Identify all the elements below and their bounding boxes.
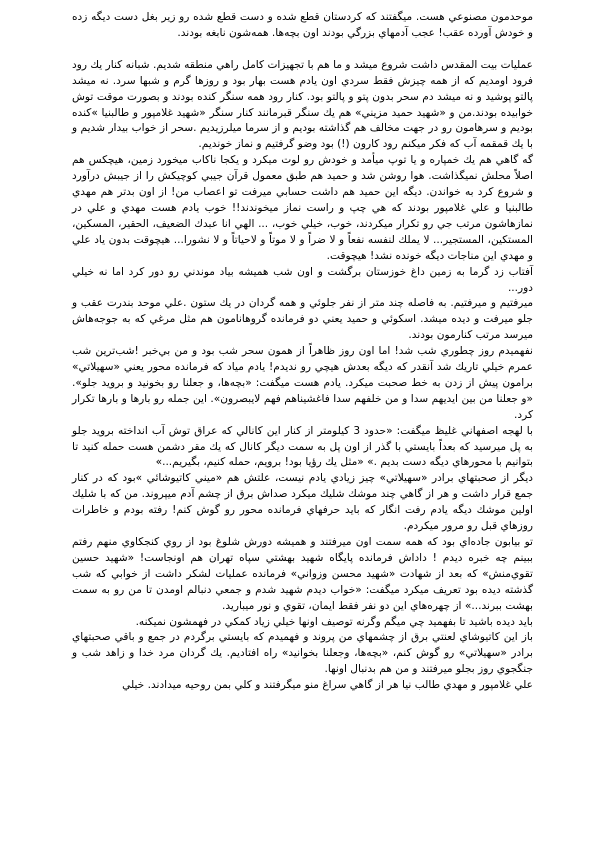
paragraph-intro: موحدمون مصنوعي هست. ميگفتند كه كردستان قطع شده و دست قطع شده رو زير بغل دست ديگه زده و خودش آورده عقب! عجب آدمهاي بزرگي بودند اون بچه‌ها. همه‌شون نابغه بودند.	[72, 11, 533, 39]
paragraph-night-falls: نفهميدم روز چطوري شب شد! اما اون روز ظاهراً از همون سحر شب بود و من بي‌خبر !شب‌ترين شب عمرم خيلي تاريك شد آنقدر كه ديگه بعدش هيچي رو نديدم! يادم مياد كه فرمانده محور يعني «سهيلاتي» برامون پيش از زدن به خط صحبت ميكرد. يادم هست ميگفت: «بچه‌ها، و جعلنا رو بخونيد و برويد جلو». «و جعلنا من بين ايديهم سدا و من خلفهم سدا فاغشيناهم فهم لايبصرون». اين جمله رو بارها و بارها تكرار كرد.	[72, 345, 533, 421]
paragraph-must-see: بايد ديده باشيد تا بفهميد چي ميگم وگرنه توصيف اونها خيلي زياد كمكي در فهمشون نميكنه.	[135, 615, 533, 628]
paragraph-katyusha: ديگر از صحبتهاي برادر «سهيلاتي» چيز زيادي يادم نيست، علتش هم «ميني كاتيوشائي »بود كه در كنار جمع قرار داشت و هر از گاهي چند موشك شليك ميكرد صداش برق از چشم آدم ميپروند. من كه با شليك اولين موشك ديگه يادم رفت انگار كه بايد حرفهاي فرمانده محور رو گوش كنم! رفته بودم و خاطرات روزهاي قبل رو مرور ميكردم.	[72, 472, 533, 533]
paragraph-return-to-group: باز اين كاتيوشاي لعنتي برق از چشمهاي من پروند و فهميدم كه بايستي برگردم در جمع و باقي صحبتهاي برادر «سهيلاتي» رو گوش كنم، «بچه‌ها، وجعلنا بخوانيد» راه افتاديم. يك گردان مرد خدا و زاهد شب و جنگجوي روز بجلو ميرفتند و من هم بدنبال اونها.	[72, 631, 533, 676]
paragraph-gap	[72, 42, 533, 58]
paragraph-sunrise: آفتاب زد گرما به زمين داغ خوزستان برگشت و اون شب هميشه بياد موندني رو دور كرد اما نه خيلي دور...	[72, 265, 533, 294]
paragraph-morale: علي غلامپور و مهدي طالب نيا هر از گاهي سراغ منو ميگرفتند و كلي بمن روحيه ميدادند. خيلي	[122, 679, 533, 692]
paragraph-operation-beit-ol-moghaddas: عمليات بيت المقدس داشت شروع ميشد و ما هم با تجهيزات كامل راهي منطقه شديم. شبانه كنار يك رود فرود اومديم كه از همه چيزش فقط سردي اون يادم هست بهار بود و روزها گرم و شبها سرد. نه ميشد پالتو پوشيد و نه ميشد دم سحر بدون پتو و پالتو بود. كنار رود همه سنگر كنده بودند و بصورت موقت توش خوابيده بودند.من و «شهيد حميد مزيني» هم يك سنگر قبرمانند كنار سنگر «شهيد غلامپور و طالبنيا »كنده بوديم و سرهامون رو در جهت مخالف هم گذاشته بوديم و از سرما ميلرزيديم .سحر از خواب بيدار شديم و با يك قمقمه آب كه فكر ميكنم رود كارون (!) بود وضو گرفتيم و نماز خونديم.	[72, 58, 533, 151]
paragraph-memory-dream: تو بيابون جاده‌اي بود كه همه سمت اون ميرفتند و هميشه دورش شلوغ بود از روي كنجكاوي منهم رفتم ببينم چه خبره ديدم ! داداش فرمانده پايگاه شهيد بهشتي سپاه تهران هم اونجاست! «شهيد حسين تقوي‌منش» كه بعد از شهادت «شهيد محسن وزواني» فرمانده عمليات لشكر داشت از خوابي كه شب گذشته ديده بود تعريف ميكرد ميگفت: «خواب ديدم شهيد شدم و جمعي دنبالم اومدن تا من رو به سمت بهشت ببرند...» از چهره‌هاي اين دو نفر فقط ايمان، تقوي و نور ميباريد.	[72, 536, 533, 612]
paragraph-commander-briefing: با لهجه اصفهاني غليظ ميگفت: «حدود 3 كيلومتر از كنار اين كانالي كه عراق توش آب انداخته برويد جلو به پل ميرسيد كه بعداً بايستي با گذر از اون پل به سمت ديگر كانال كه يك مقر دشمن هست حمله كنيد تا بتوانيم با محورهاي ديگه دست بديم .» «مثل يك رؤيا بود! برويم، حمله كنيم، بگيريم...»	[72, 424, 533, 469]
paragraph-mortar-and-prayers: گه گاهي هم يك خمپاره و يا توپ ميأمد و خودش رو لوت ميكرد و يكجا ناكاب ميخورد زمين، هيچكس هم اصلاً محلش نميگذاشت. هوا روشن شد و حميد هم طبق معمول قرآن جيبي كوچيكش را از جيبش درآورد و شروع كرد به خواندن. ديگه اين حميد هم داشت حسابي ميرفت تو اعصاب من! از اون بدتر هم مهدي طالبنيا و علي غلامپور بودند كه هي چپ و راست نماز ميخوندند!! خوب يادم هست مهدي و علي در نمازهاشون مرتب جي رو تكرار ميكردند، خوب، خيلي خوب، ... الهي انا عبدك الضعيف، الحقير، المسكين، المستكين، المستجير... لا يملك لنفسه نفعاً و لا ضراً و لا موتاً و لاحياتاً و لا نشورا... هيچوقت بدون ياد علي و مهدي اين مناجات ديگه خونده نشد! هيچوقت.	[72, 154, 533, 262]
paragraph-march: ميرفتيم و ميرفتيم. به فاصله چند متر از نفر جلوئي و همه گردان در يك ستون .علي موحد بندرت عقب و جلو ميرفت و ديده ميشد. اسكوئي و حميد يعني دو فرمانده گروهانامون هم مثل مرغي كه به جوجه‌هاش ميرسد مرتب كنارمون بودند.	[72, 297, 533, 342]
